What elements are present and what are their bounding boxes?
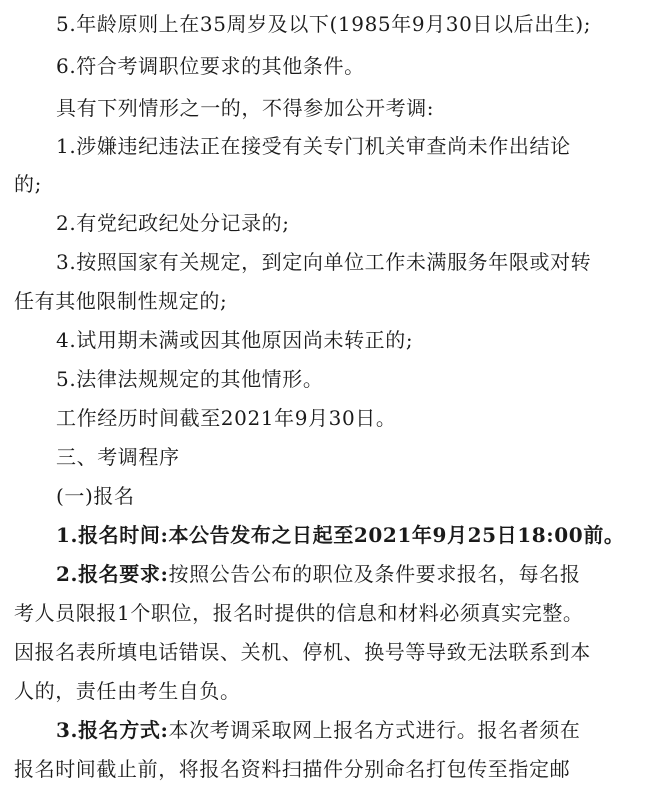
exclusion-item-3: 3.按照国家有关规定，到定向单位工作未满服务年限或对转 [56,250,592,274]
work-experience-cutoff: 工作经历时间截至2021年9月30日。 [56,406,397,430]
registration-requirements-text: 按照公告公布的职位及条件要求报名，每名报 [168,562,581,586]
registration-method-label: 3.报名方式: [56,718,169,742]
registration-method [0,710,670,750]
condition-other: 6.符合考调职位要求的其他条件。 [56,54,365,78]
registration-requirements-label: 2.报名要求: [56,562,169,586]
condition-age: 5.年龄原则上在35周岁及以下(1985年9月30日以后出生); [56,12,592,36]
exclusion-item-1: 1.涉嫌违纪违法正在接受有关专门机关审查尚未作出结论 [56,134,571,158]
registration-method-cont: 报名时间截止前，将报名资料扫描件分别命名打包传至指定邮 [14,757,571,781]
registration-requirements-cont-3: 人的，责任由考生自负。 [14,679,241,703]
exclusion-item-5: 5.法律法规规定的其他情形。 [56,367,324,391]
registration-method-text: 本次考调采取网上报名方式进行。报名者须在 [168,718,581,742]
registration-requirements [0,554,670,594]
registration-requirements-cont-2: 因报名表所填电话错误、关机、停机、换号等导致无法联系到本 [14,640,591,664]
exclusion-item-2: 2.有党纪政纪处分记录的; [56,211,290,235]
exclusion-item-1-cont: 的; [14,172,42,196]
registration-time: 1.报名时间:本公告发布之日起至2021年9月25日18:00前。 [56,523,625,547]
exclusion-item-3-cont: 任有其他限制性规定的; [14,289,228,313]
exclusion-item-4: 4.试用期未满或因其他原因尚未转正的; [56,328,414,352]
exclusion-intro: 具有下列情形之一的，不得参加公开考调: [56,96,435,120]
registration-requirements-cont-1: 考人员限报1个职位，报名时提供的信息和材料必须真实完整。 [14,601,584,625]
section-heading: 三、考调程序 [56,445,180,469]
subsection-heading: (一)报名 [56,484,135,508]
